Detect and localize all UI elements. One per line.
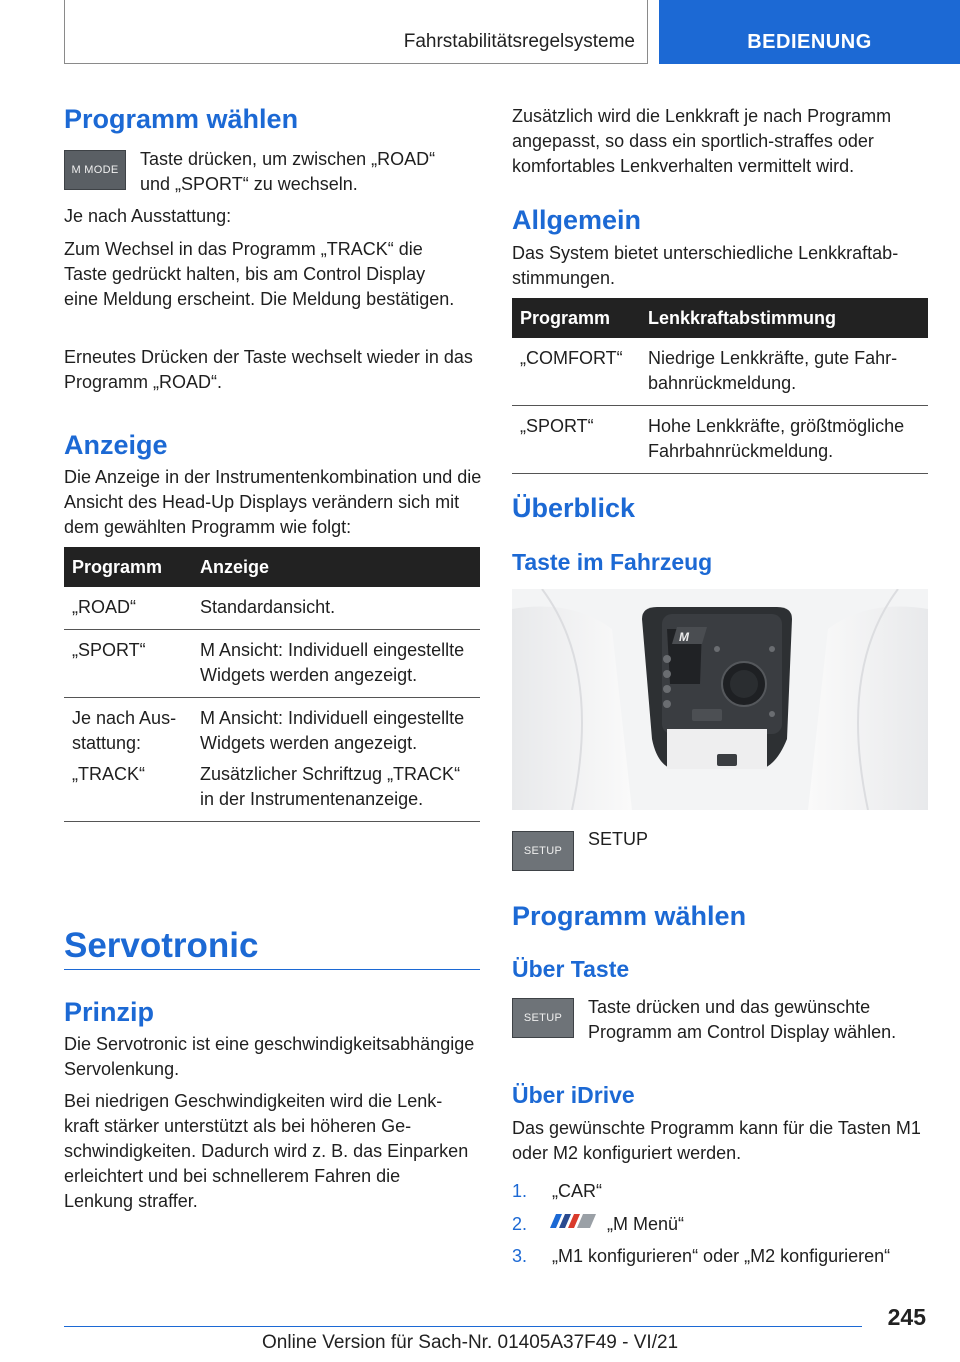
page-number: 245: [887, 1304, 926, 1330]
setup-label: SETUP: [588, 829, 649, 849]
list-number: 1.: [512, 1181, 528, 1201]
heading-ueber-idrive: Über iDrive: [512, 1082, 635, 1108]
footer-text: Online Version für Sach-Nr. 01405A37F49 - VI/21: [262, 1332, 679, 1353]
table-row: [512, 406, 928, 474]
paragraph-road-zurueck: Erneutes Drücken der Taste wechselt wieder in das Programm „ROAD“.: [64, 347, 473, 392]
heading-allgemein: Allgemein: [512, 205, 642, 235]
list-number: 3.: [512, 1246, 528, 1266]
table-cell: Standardansicht.: [192, 587, 480, 630]
list-item: „CAR“: [552, 1181, 602, 1201]
m-logo-icon: [548, 1212, 598, 1230]
cell-text: Je nach Ausstattung:: [72, 708, 177, 753]
lenkkraft-intro: Zusätzlich wird die Lenkkraft je nach Programm angepasst, so dass ein sportlich-straffes oder komfortables Lenkverhalten vermittelt wird.: [512, 106, 892, 176]
list-number: 2.: [512, 1214, 528, 1234]
header-section-box: [64, 0, 648, 64]
cell-text: Zusätzlicher Schriftzug „TRACK“ in der Instrumentenanzeige.: [200, 764, 461, 809]
header-chapter-tab: [659, 0, 960, 64]
table-cell: M Ansicht: Individuell eingestellte Widgets werden angezeigt.: [192, 630, 480, 698]
table-header-anzeige: Anzeige: [192, 547, 480, 587]
anzeige-table: [64, 547, 480, 822]
heading-programm-waehlen: Programm wählen: [64, 104, 299, 134]
table-cell: „SPORT“: [64, 630, 192, 698]
table-cell: „ROAD“: [64, 587, 192, 630]
table-row: [512, 338, 928, 406]
table-header-programm: Programm: [64, 547, 192, 587]
heading-ueberblick: Überblick: [512, 493, 636, 523]
prinzip-paragraph-2: Bei niedrigen Geschwindigkeiten wird die Lenkkraft stärker unterstützt als bei höheren Geschwindigkeiten. Dadurch wird z. B. das Einparken erleichtert und bei schnellerem Fahren die Lenkung straffer.: [64, 1091, 469, 1211]
idrive-text: Das gewünschte Programm kann für die Tasten M1 oder M2 konfiguriert werden.: [512, 1118, 921, 1163]
table-cell: Hohe Lenkkräfte, größtmögliche Fahrbahnrückmeldung.: [640, 406, 928, 474]
table-cell: Niedrige Lenkkräfte, gute Fahrbahnrückmeldung.: [640, 338, 928, 406]
m-mode-button-icon: M MODE: [64, 150, 126, 190]
lenkkraft-table: [512, 298, 928, 474]
svg-text:M: M: [679, 630, 689, 644]
table-row: [64, 630, 480, 698]
cell-text: M Ansicht: Individuell eingestellte Widgets werden angezeigt.: [200, 708, 465, 753]
heading-taste-im-fahrzeug: Taste im Fahrzeug: [512, 549, 713, 575]
paragraph-ausstattung: Je nach Ausstattung:: [64, 206, 232, 226]
allgemein-text: Das System bietet unterschiedliche Lenkkraftabstimmungen.: [512, 243, 899, 288]
table-cell: „COMFORT“: [512, 338, 640, 406]
setup-button-icon: SETUP: [512, 831, 574, 871]
list-item: „M Menü“: [607, 1214, 685, 1234]
heading-ueber-taste: Über Taste: [512, 956, 630, 982]
table-cell: „SPORT“: [512, 406, 640, 474]
heading-programm-waehlen-2: Programm wählen: [512, 901, 747, 931]
heading-underline: [64, 969, 480, 970]
table-row: [64, 698, 480, 822]
setup-button-icon-2: SETUP: [512, 998, 574, 1038]
paragraph-track-wechsel: Zum Wechsel in das Programm „TRACK“ die Taste gedrückt halten, bis am Control Display eine Meldung erscheint. Die Meldung bestätigen.: [64, 239, 455, 309]
ueber-taste-text: Taste drücken und das gewünschte Programm am Control Display wählen.: [588, 997, 897, 1042]
header-section-title: Fahrstabilitätsregelsysteme: [403, 31, 635, 52]
list-item: „M1 konfigurieren“ oder „M2 konfigurieren“: [552, 1246, 891, 1266]
anzeige-intro: Die Anzeige in der Instrumentenkombination und die Ansicht des Head-Up Displays verändern sich mit dem gewählten Programm wie folgt:: [64, 467, 482, 537]
table-header-lenkkraft: Lenkkraftabstimmung: [640, 298, 928, 338]
footer-rule: [64, 1326, 862, 1327]
table-cell: [64, 698, 192, 822]
header-chapter-title: BEDIENUNG: [747, 31, 872, 53]
table-row: [64, 587, 480, 630]
heading-servotronic: Servotronic: [64, 926, 259, 965]
table-cell: [192, 698, 480, 822]
prinzip-paragraph-1: Die Servotronic ist eine geschwindigkeitsabhängige Servolenkung.: [64, 1034, 475, 1079]
cell-text: „TRACK“: [72, 764, 145, 784]
table-header-programm: Programm: [512, 298, 640, 338]
m-mode-instruction: Taste drücken, um zwischen „ROAD“ und „SPORT“ zu wechseln.: [140, 149, 436, 194]
console-illustration: [512, 589, 928, 810]
heading-prinzip: Prinzip: [64, 997, 155, 1027]
center-console-photo: [512, 589, 928, 810]
heading-anzeige: Anzeige: [64, 430, 168, 460]
